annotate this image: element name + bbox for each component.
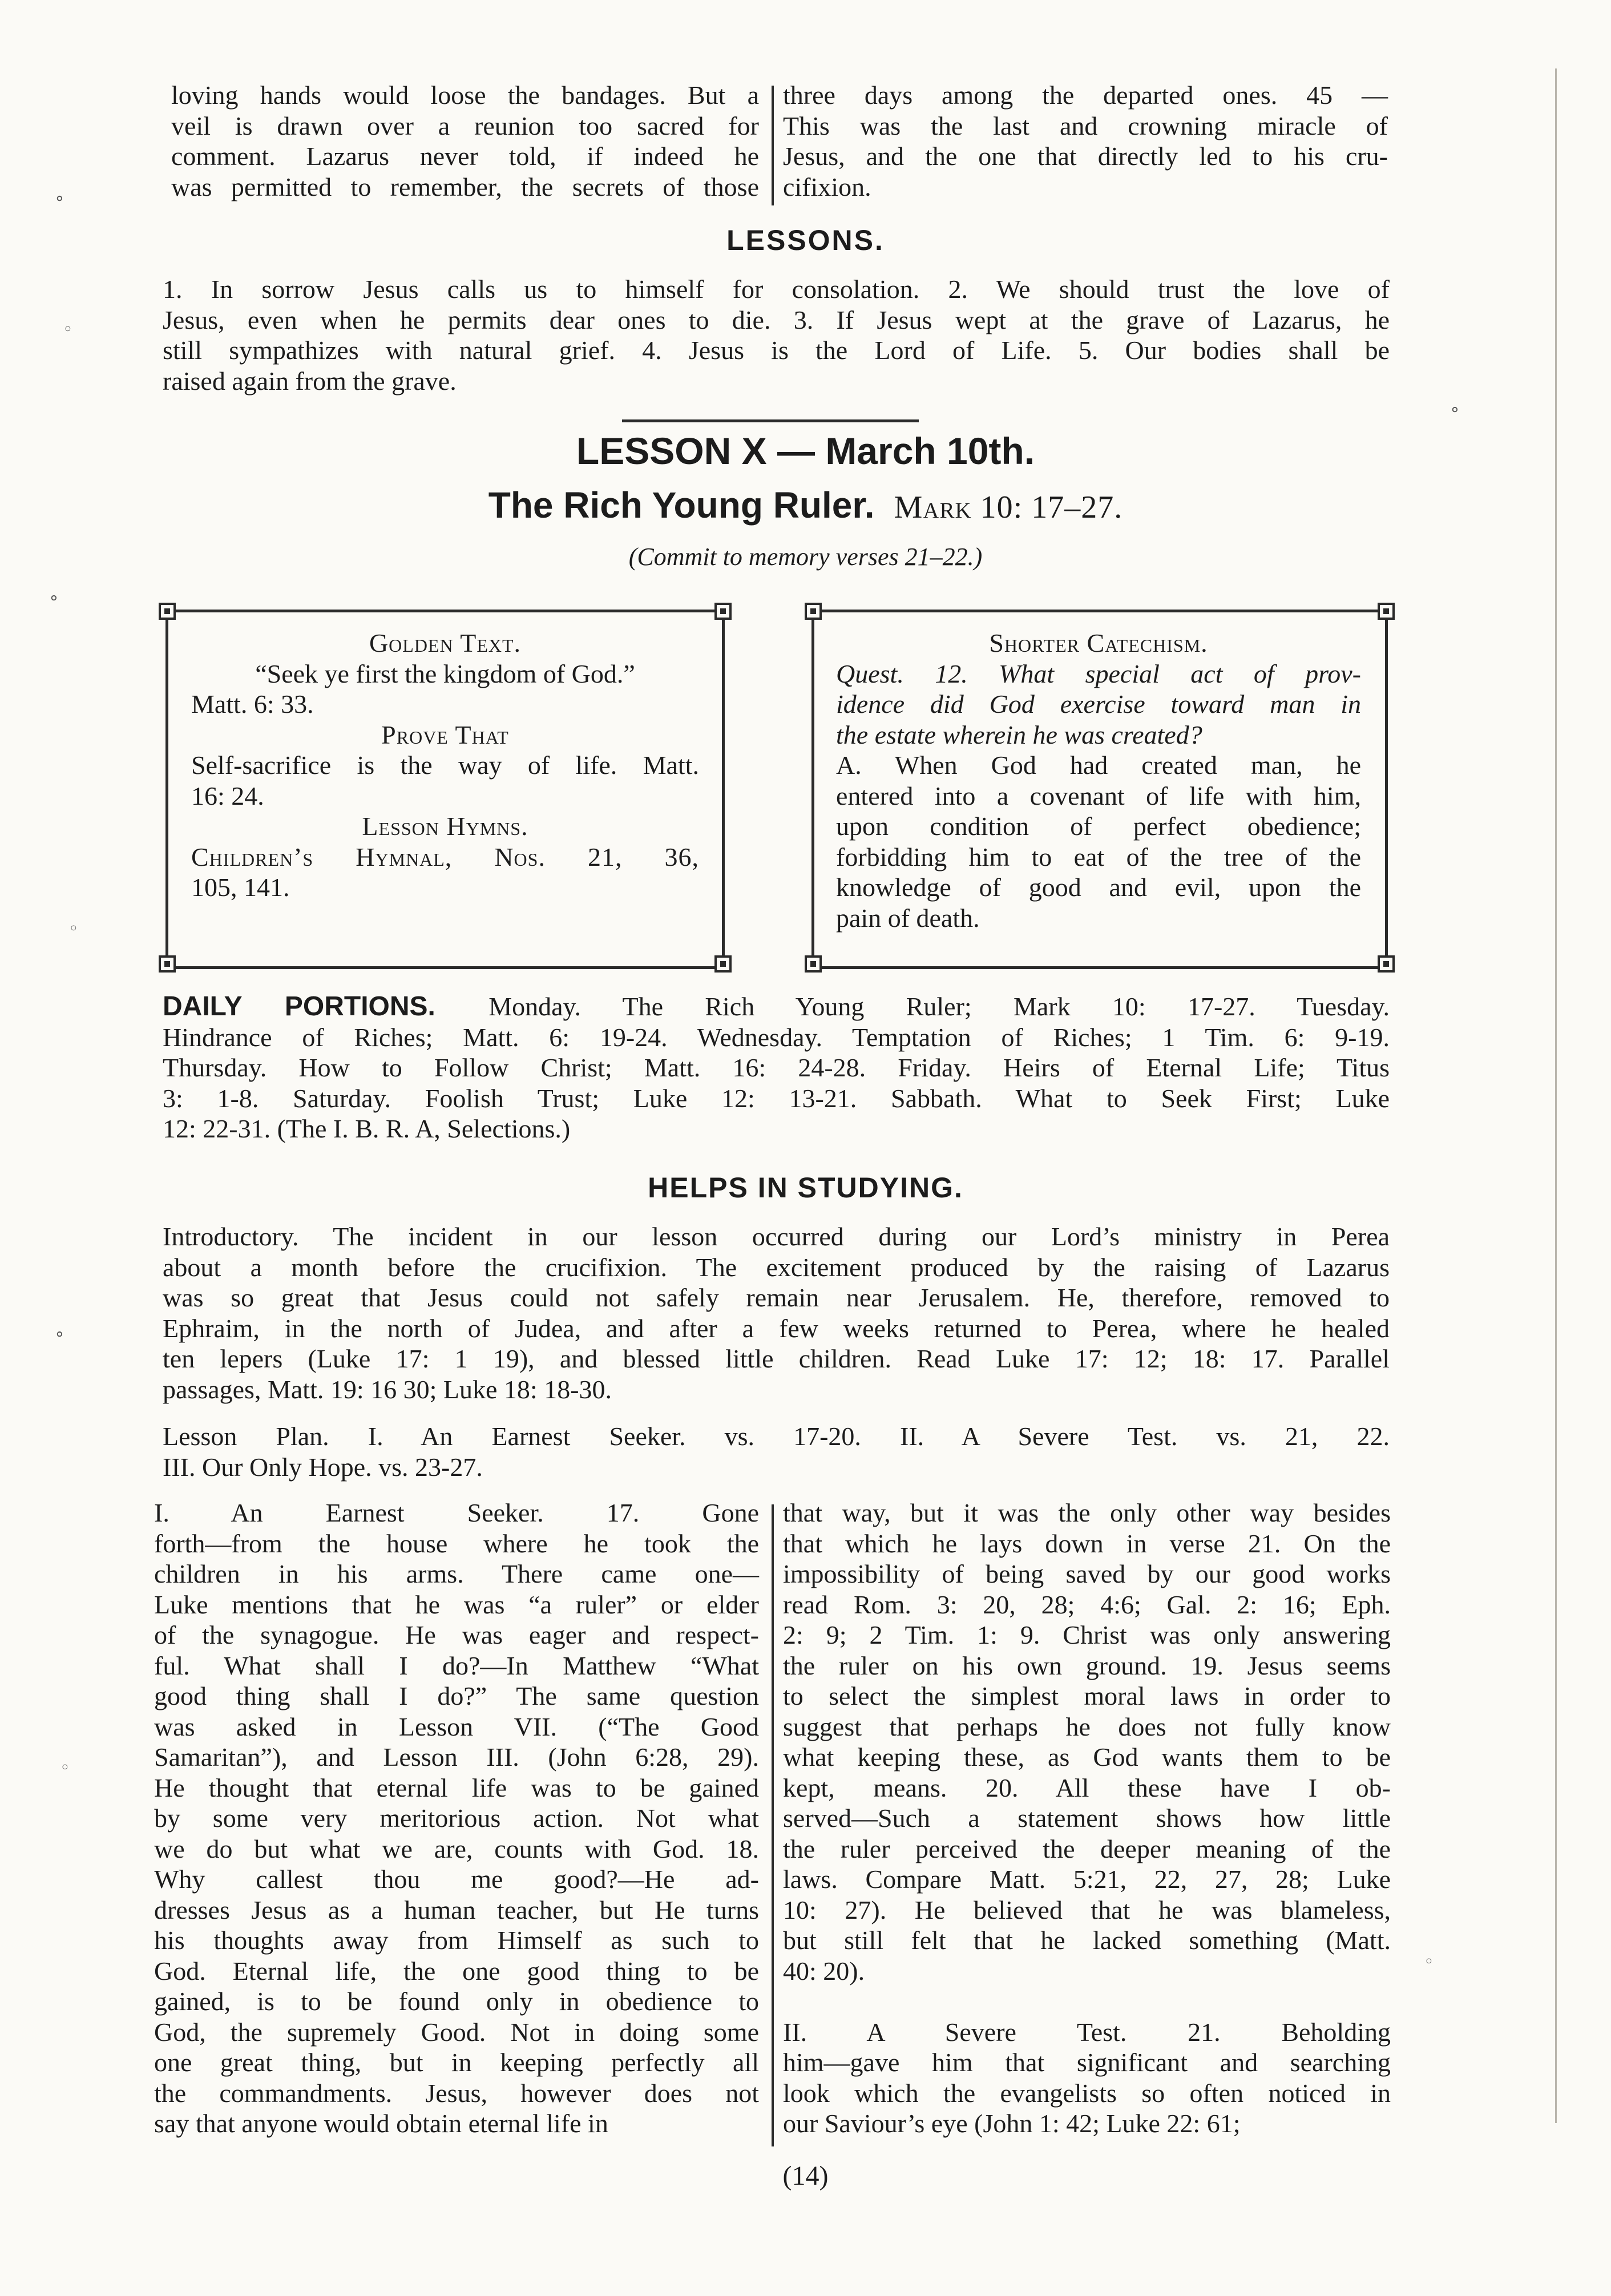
daily-line-text: Monday. The Rich Young Ruler; Mark 10: 17-27. Tuesday. (488, 992, 1390, 1021)
box-corner-ornament (805, 603, 822, 620)
top-right-column (783, 80, 1388, 202)
margin-speck: ∘ (54, 1324, 65, 1344)
margin-speck: ◦ (60, 1758, 70, 1778)
body-line: II. A Severe Test. 21. Beholding (783, 2017, 1391, 2047)
margin-rule (1555, 68, 1557, 2123)
body-line: ful. What shall I do?—In Matthew “What (154, 1651, 759, 1680)
box-corner-ornament (159, 955, 176, 973)
catechism-content (836, 628, 1361, 933)
body-line: Samaritan”), and Lesson III. (John 6:28, 29). (154, 1742, 759, 1772)
body-column-divider (772, 1504, 774, 2146)
body-line: children in his arms. There came one— (154, 1559, 759, 1588)
prove-that-line: 16: 24. (191, 781, 264, 810)
body-line: the ruler perceived the deeper meaning of the (783, 1834, 1391, 1863)
catechism-question-line: idence did God exercise toward man in (836, 689, 1361, 719)
top-right-line: This was the last and crowning miracle of (783, 111, 1388, 140)
lessons-line: 1. In sorrow Jesus calls us to himself for consolation. 2. We should trust the love of (163, 275, 1390, 304)
golden-text-line: Matt. 6: 33. (191, 689, 314, 719)
margin-speck: ◦ (1424, 1952, 1434, 1972)
page-number: (14) (782, 2161, 829, 2191)
top-left-column (171, 80, 759, 202)
body-left-column (154, 1498, 759, 2139)
body-line: read Rom. 3: 20, 28; 4:6; Gal. 2: 16; Eph. (783, 1589, 1391, 1619)
daily-line: Thursday. How to Follow Christ; Matt. 16: 24-28. Friday. Heirs of Eternal Life; Titus (163, 1053, 1390, 1082)
body-line: was asked in Lesson VII. (“The Good (154, 1712, 759, 1741)
lesson-plan-line: III. Our Only Hope. vs. 23-27. (163, 1452, 483, 1482)
box-corner-ornament (1378, 955, 1395, 973)
body-line: forth—from the house where he took the (154, 1528, 759, 1558)
body-line: our Saviour’s eye (John 1: 42; Luke 22: 61; (783, 2109, 1241, 2138)
lesson-reference: Mark 10: 17–27. (894, 490, 1123, 525)
body-line: 2: 9; 2 Tim. 1: 9. Christ was only answering (783, 1620, 1391, 1649)
lesson-hymns-line: Children’s Hymnal, Nos. 21, 36, (191, 842, 699, 871)
daily-line: Hindrance of Riches; Matt. 6: 19-24. Wednesday. Temptation of Riches; 1 Tim. 6: 9-19. (163, 1022, 1390, 1052)
golden-text-heading: Golden Text. (369, 628, 522, 657)
margin-speck: ◦ (63, 320, 73, 340)
body-line: of the synagogue. He was eager and respect- (154, 1620, 759, 1649)
catechism-answer-line: upon condition of perfect obedience; (836, 812, 1361, 841)
body-line: God. Eternal life, the one good thing to be (154, 1956, 759, 1986)
body-line: kept, means. 20. All these have I ob- (783, 1773, 1391, 1802)
catechism-heading: Shorter Catechism. (989, 628, 1208, 657)
body-line: one great thing, but in keeping perfectly all (154, 2048, 759, 2077)
lesson-subtitle-row (0, 484, 1611, 526)
catechism-answer-line: A. When God had created man, he (836, 750, 1361, 780)
section-divider (622, 419, 919, 422)
body-line (783, 1986, 1391, 2017)
catechism-answer-line: forbidding him to eat of the tree of the (836, 842, 1361, 871)
body-line: suggest that perhaps he does not fully know (783, 1712, 1391, 1741)
prove-that-line: Self-sacrifice is the way of life. Matt. (191, 750, 699, 780)
intro-line: about a month before the crucifixion. The excitement produced by the raising of Lazarus (163, 1252, 1390, 1282)
body-line: 10: 27). He believed that he was blameless, (783, 1895, 1391, 1924)
body-line: God, the supremely Good. Not in doing some (154, 2017, 759, 2047)
helps-heading: HELPS IN STUDYING. (648, 1172, 963, 1204)
top-right-line: Jesus, and the one that directly led to his cru- (783, 142, 1388, 171)
body-line: that which he lays down in verse 21. On the (783, 1528, 1391, 1558)
body-line: He thought that eternal life was to be gained (154, 1773, 759, 1802)
body-line: the commandments. Jesus, however does not (154, 2078, 759, 2108)
body-line: I. An Earnest Seeker. 17. Gone (154, 1498, 759, 1527)
intro-line: ten lepers (Luke 17: 1 19), and blessed little children. Read Luke 17: 12; 18: 17. Parallel (163, 1344, 1390, 1373)
daily-line: 12: 22-31. (The I. B. R. A, Selections.) (163, 1114, 571, 1143)
body-line: Luke mentions that he was “a ruler” or elder (154, 1589, 759, 1619)
body-right-column (783, 1498, 1391, 2139)
body-line: served—Such a statement shows how little (783, 1803, 1391, 1833)
lesson-hymns-line: 105, 141. (191, 873, 290, 902)
lesson-hymns-heading: Lesson Hymns. (362, 812, 528, 841)
intro-line: passages, Matt. 19: 16 30; Luke 18: 18-30. (163, 1374, 612, 1404)
daily-line (163, 991, 1390, 1022)
margin-speck: ∘ (1450, 400, 1460, 419)
daily-portions-heading: DAILY PORTIONS. (163, 991, 435, 1022)
golden-text-content (191, 628, 699, 903)
body-line: to select the simplest moral laws in order to (783, 1681, 1391, 1710)
box-corner-ornament (1378, 603, 1395, 620)
top-column-divider (772, 86, 774, 205)
daily-line: 3: 1-8. Saturday. Foolish Trust; Luke 12: 13-21. Sabbath. What to Seek First; Luke (163, 1083, 1390, 1113)
body-line: good thing shall I do?” The same question (154, 1681, 759, 1710)
box-corner-ornament (714, 955, 732, 973)
body-line: look which the evangelists so often noticed in (783, 2078, 1391, 2108)
daily-portions (163, 991, 1390, 1144)
body-line: that way, but it was the only other way besides (783, 1498, 1391, 1527)
top-left-line: loving hands would loose the bandages. But a (171, 80, 759, 110)
box-corner-ornament (159, 603, 176, 620)
introductory-paragraph (163, 1221, 1390, 1405)
body-line: 40: 20). (783, 1956, 865, 1986)
lessons-list (163, 274, 1390, 396)
prove-that-heading: Prove That (381, 720, 509, 749)
body-line: gained, is to be found only in obedience to (154, 1987, 759, 2016)
intro-line: Introductory. The incident in our lesson occurred during our Lord’s ministry in Perea (163, 1222, 1390, 1251)
body-line: what keeping these, as God wants them to be (783, 1742, 1391, 1772)
body-line: the ruler on his own ground. 19. Jesus seems (783, 1651, 1391, 1680)
lesson-subtitle: The Rich Young Ruler. (488, 485, 875, 526)
margin-speck: ∘ (54, 188, 65, 208)
body-line: laws. Compare Matt. 5:21, 22, 27, 28; Luke (783, 1865, 1391, 1894)
catechism-answer-line: pain of death. (836, 903, 980, 933)
top-left-line: comment. Lazarus never told, if indeed he (171, 142, 759, 171)
lessons-line: Jesus, even when he permits dear ones to die. 3. If Jesus wept at the grave of Lazarus, he (163, 305, 1390, 334)
lessons-heading: LESSONS. (726, 224, 885, 256)
margin-speck: ◦ (68, 919, 79, 939)
intro-line: Ephraim, in the north of Judea, and after a few weeks returned to Perea, where he healed (163, 1313, 1390, 1343)
box-corner-ornament (805, 955, 822, 973)
margin-speck: ∘ (49, 588, 59, 608)
top-right-line: three days among the departed ones. 45 — (783, 80, 1388, 110)
golden-text-line: “Seek ye first the kingdom of God.” (255, 659, 635, 688)
catechism-question-line: the estate wherein he was created? (836, 720, 1202, 749)
intro-line: was so great that Jesus could not safely remain near Jerusalem. He, therefore, removed to (163, 1283, 1390, 1312)
body-line: by some very meritorious action. Not what (154, 1803, 759, 1833)
catechism-question-line: Quest. 12. What special act of prov- (836, 659, 1361, 688)
top-left-line: was permitted to remember, the secrets of those (171, 172, 759, 201)
top-right-line: cifixion. (783, 172, 871, 201)
body-line: Why callest thou me good?—He ad- (154, 1865, 759, 1894)
body-line: say that anyone would obtain eternal life in (154, 2109, 608, 2138)
lessons-line: still sympathizes with natural grief. 4. Jesus is the Lord of Life. 5. Our bodies shall be (163, 336, 1390, 365)
lesson-plan (163, 1421, 1390, 1482)
lesson-plan-line: Lesson Plan. I. An Earnest Seeker. vs. 17-20. II. A Severe Test. vs. 21, 22. (163, 1422, 1390, 1451)
catechism-answer-line: knowledge of good and evil, upon the (836, 873, 1361, 902)
lessons-line: raised again from the grave. (163, 366, 457, 396)
top-left-line: veil is drawn over a reunion too sacred for (171, 111, 759, 140)
body-line: dresses Jesus as a human teacher, but He turns (154, 1895, 759, 1924)
body-line: impossibility of being saved by our good works (783, 1559, 1391, 1588)
lesson-title: LESSON X — March 10th. (576, 430, 1035, 472)
body-line: him—gave him that significant and searching (783, 2048, 1391, 2077)
memory-verse-note: (Commit to memory verses 21–22.) (628, 543, 983, 571)
body-line: his thoughts away from Himself as such to (154, 1926, 759, 1955)
body-line: we do but what we are, counts with God. 18. (154, 1834, 759, 1863)
box-corner-ornament (714, 603, 732, 620)
catechism-answer-line: entered into a covenant of life with him, (836, 781, 1361, 810)
body-line: but still felt that he lacked something (Matt. (783, 1926, 1391, 1955)
